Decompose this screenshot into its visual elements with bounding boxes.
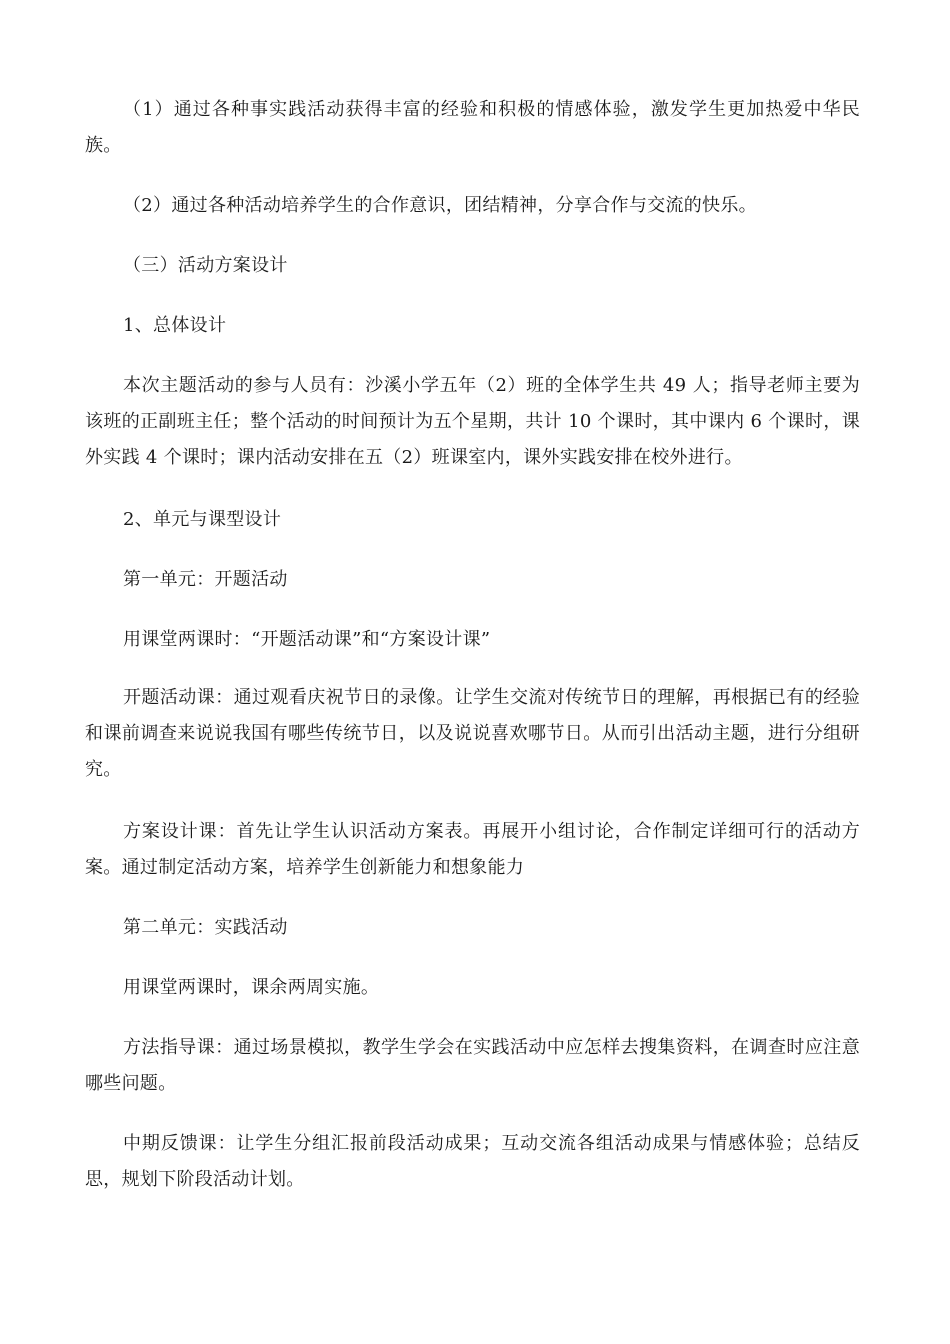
section-heading-activity-design: （三）活动方案设计 [123, 255, 288, 276]
subheading-unit-design: 2、单元与课型设计 [123, 509, 282, 530]
objective-1-paragraph: （1）通过各种事实践活动获得丰富的经验和积极的情感体验，激发学生更加热爱中华民族。 [85, 99, 860, 156]
unit-2-periods: 用课堂两课时，课余两周实施。 [123, 977, 380, 998]
opening-lesson-paragraph: 开题活动课：通过观看庆祝节日的录像。让学生交流对传统节日的理解，再根据已有的经验和课前调查来说说我国有哪些传统节日，以及说说喜欢哪节日。从而引出活动主题，进行分组研究。 [85, 687, 860, 780]
plan-design-lesson-paragraph: 方案设计课：首先让学生认识活动方案表。再展开小组讨论，合作制定详细可行的活动方案。通过制定活动方案，培养学生创新能力和想象能力 [85, 821, 860, 878]
method-guidance-lesson-paragraph: 方法指导课：通过场景模拟，教学生学会在实践活动中应怎样去搜集资料，在调查时应注意哪些问题。 [85, 1037, 860, 1094]
overall-design-paragraph: 本次主题活动的参与人员有：沙溪小学五年（2）班的全体学生共 49 人；指导老师主要为该班的正副班主任；整个活动的时间预计为五个星期，共计 10 个课时，其中课内 6 个课时，课外实践 4 个课时；课内活动安排在五（2）班课室内，课外实践安排在校外进行。 [85, 375, 860, 468]
unit-1-periods: 用课堂两课时：“开题活动课”和“方案设计课” [123, 629, 491, 650]
midterm-feedback-lesson-paragraph: 中期反馈课：让学生分组汇报前段活动成果；互动交流各组活动成果与情感体验；总结反思，规划下阶段活动计划。 [85, 1133, 860, 1190]
subheading-overall-design: 1、总体设计 [123, 315, 227, 336]
unit-2-heading: 第二单元：实践活动 [123, 917, 288, 938]
objective-2-paragraph: （2）通过各种活动培养学生的合作意识，团结精神，分享合作与交流的快乐。 [123, 195, 757, 216]
unit-1-heading: 第一单元：开题活动 [123, 569, 288, 590]
